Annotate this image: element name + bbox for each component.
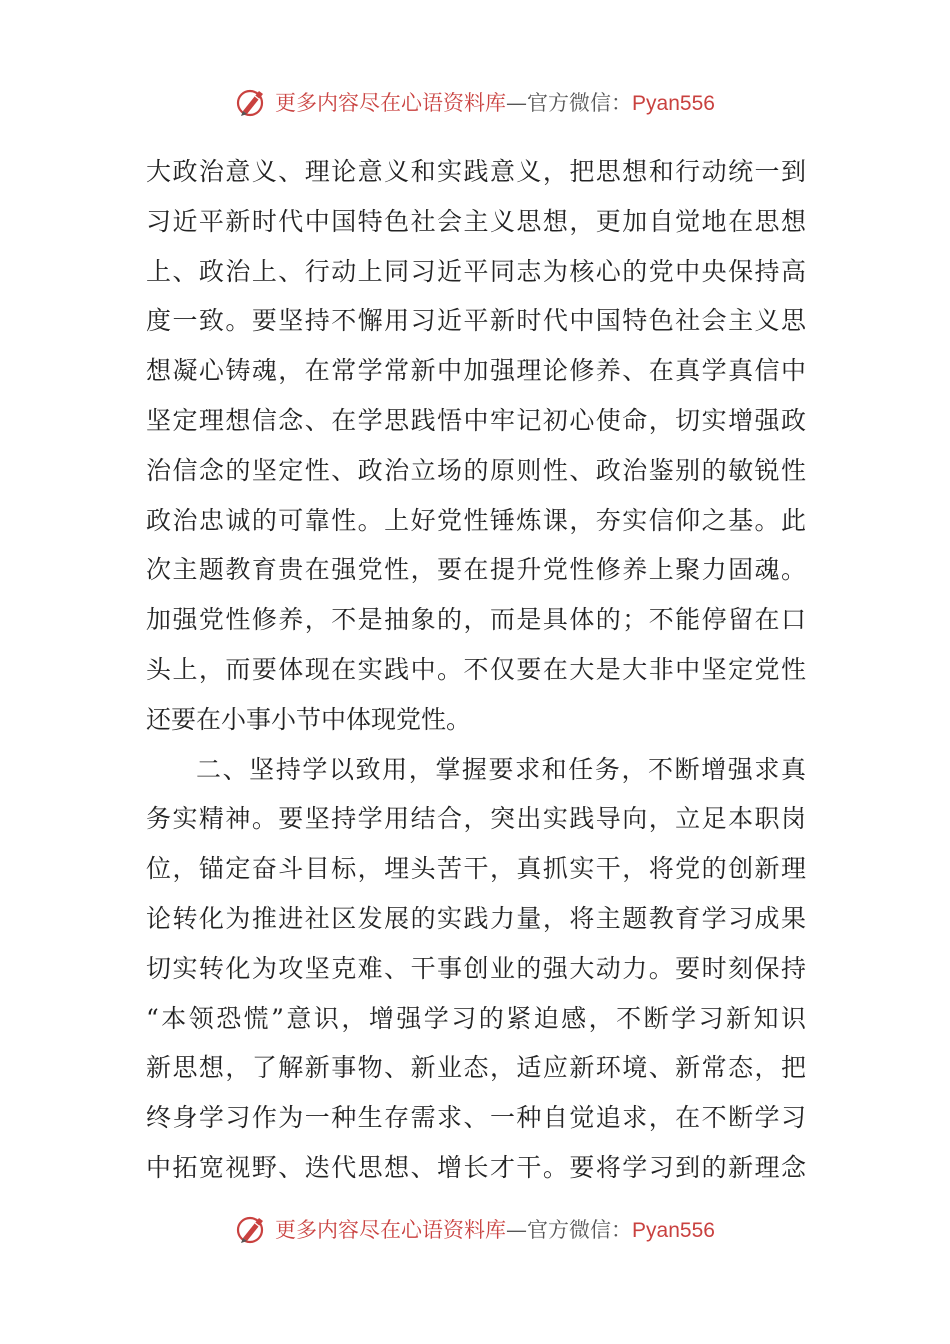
section-heading-line: 二、坚持学以致用，掌握要求和任务，不断增强求真: [196, 754, 806, 784]
watermark-text: [275, 1214, 715, 1244]
watermark-text: [275, 87, 715, 117]
body-line: 想凝心铸魂，在常学常新中加强理论修养、在真学真信中: [146, 356, 806, 386]
watermark-separator: —: [506, 1218, 528, 1242]
footer-watermark: [0, 1209, 950, 1249]
body-line: 还要在小事小节中体现党性。: [146, 704, 472, 734]
body-line: 务实精神。要坚持学用结合，突出实践导向，立足本职岗: [146, 804, 806, 834]
watermark-contact-label: 官方微信：: [527, 91, 633, 115]
body-line: 习近平新时代中国特色社会主义思想，更加自觉地在思想: [146, 206, 806, 236]
body-line: 加强党性修养，不是抽象的，而是具体的；不能停留在口: [146, 605, 806, 635]
body-line: 新思想，了解新事物、新业态，适应新环境、新常态，把: [146, 1053, 806, 1083]
body-line: 上、政治上、行动上同习近平同志为核心的党中央保持高: [146, 256, 806, 286]
pen-logo-icon: [235, 85, 269, 119]
header-watermark: [0, 82, 950, 122]
body-line: 大政治意义、理论意义和实践意义，把思想和行动统一到: [146, 157, 806, 186]
body-line: 切实转化为攻坚克难、干事创业的强大动力。要时刻保持: [146, 953, 806, 983]
body-line: 论转化为推进社区发展的实践力量，将主题教育学习成果: [146, 903, 806, 933]
body-line: 头上，而要体现在实践中。不仅要在大是大非中坚定党性: [146, 654, 806, 684]
body-line: 次主题教育贵在强党性，要在提升党性修养上聚力固魂。: [146, 555, 806, 585]
body-line: 度一致。要坚持不懈用习近平新时代中国特色社会主义思: [146, 306, 806, 336]
body-line: “本领恐慌”意识，增强学习的紧迫感，不断学习新知识: [146, 1003, 806, 1033]
body-line: 中拓宽视野、迭代思想、增长才干。要将学习到的新理念: [146, 1152, 806, 1182]
body-line: 终身学习作为一种生存需求、一种自觉追求，在不断学习: [146, 1103, 806, 1133]
watermark-separator: —: [506, 91, 528, 115]
watermark-contact-id: Pyan556: [632, 92, 715, 115]
watermark-brand: 更多内容尽在心语资料库: [275, 1218, 507, 1242]
watermark-contact-label: 官方微信：: [527, 1218, 633, 1242]
body-line: 政治忠诚的可靠性。上好党性锤炼课，夯实信仰之基。此: [146, 505, 806, 535]
watermark-contact-id: Pyan556: [632, 1219, 715, 1242]
body-line: 治信念的坚定性、政治立场的原则性、政治鉴别的敏锐性: [146, 455, 806, 485]
body-line: 坚定理想信念、在学思践悟中牢记初心使命，切实增强政: [146, 405, 806, 435]
document-body: [146, 147, 806, 1193]
watermark-brand: 更多内容尽在心语资料库: [275, 91, 507, 115]
pen-logo-icon: [235, 1212, 269, 1246]
body-line: 位，锚定奋斗目标，埋头苦干，真抓实干，将党的创新理: [146, 854, 806, 884]
